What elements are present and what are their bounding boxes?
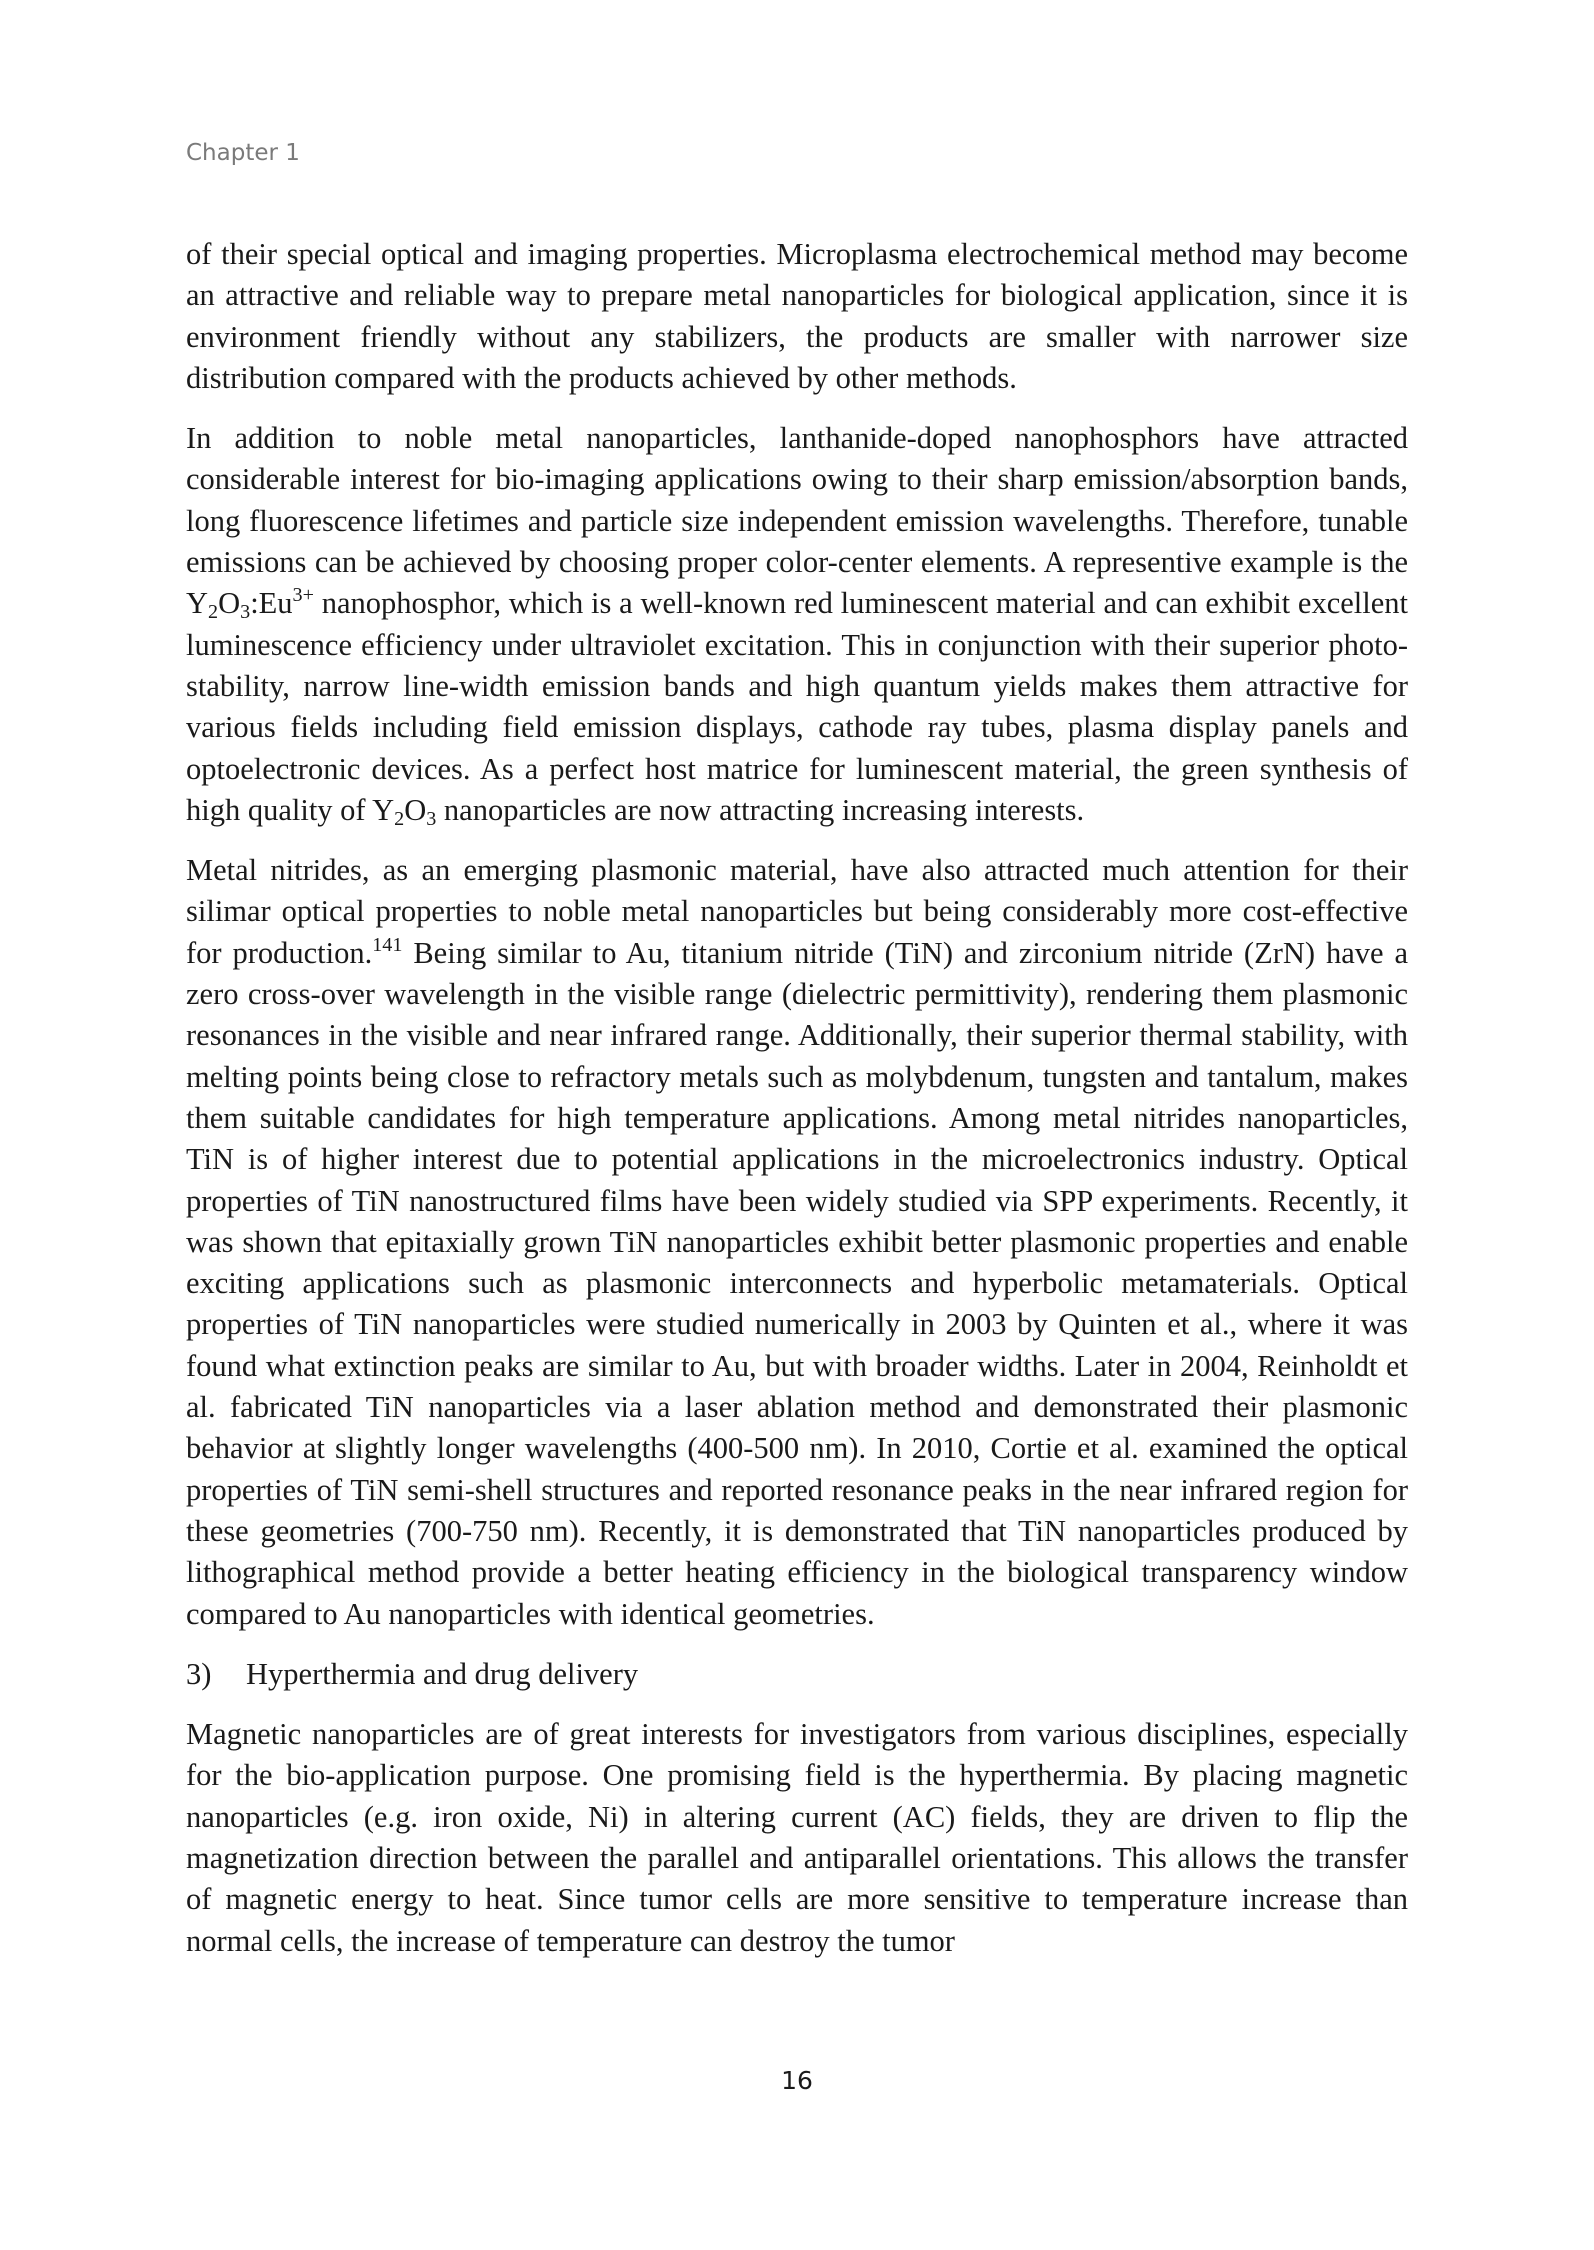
paragraph-magnetic-nanoparticles: Magnetic nanoparticles are of great interests for investigators from various disciplines, especially for the bio-application purpose. One promising field is the hyperthermia. By placing magnetic nanoparticles (e.g. iron oxide, Ni) in altering current (AC) fields, they are driven to flip the magnetization direction between the parallel and antiparallel orientations. This allows the transfer of magnetic energy to heat. Since tumor cells are more sensitive to temperature increase than normal cells, the increase of temperature can destroy the tumor <box>186 1717 1408 1958</box>
page-body <box>186 234 1408 1981</box>
section-number: 3) <box>186 1656 212 1691</box>
section-title: Hyperthermia and drug delivery <box>246 1656 639 1691</box>
paragraph-metal-nitrides <box>186 850 1408 1635</box>
paragraph-text: nanoparticles are now attracting increasing interests. <box>443 792 1085 827</box>
formula-y2o3-eu: $Y_2O_3:Eu^{3+}$ <box>186 584 314 624</box>
paragraph-microplasma: of their special optical and imaging properties. Microplasma electrochemical method may become an attractive and reliable way to prepare metal nanoparticles for biological application, since it is environment friendly without any stabilizers, the products are smaller with narrower size distribution compared with the products achieved by other methods. <box>186 237 1408 395</box>
running-header: Chapter 1 <box>186 140 300 166</box>
paragraph-text: In addition to noble metal nanoparticles, lanthanide-doped nanophosphors have attracted considerable interest for bio-imaging applications owing to their sharp emission/absorption bands, long fluorescence lifetimes and particle size independent emission wavelengths. Therefore, tunable emissions can be achieved by choosing proper color-center elements. A representive example is the <box>186 421 1408 580</box>
section-heading <box>186 1654 1408 1695</box>
page-number: 16 <box>781 2066 813 2095</box>
formula-y2o3: $Y_2O_3$ <box>372 792 437 830</box>
paragraph-text: nanophosphor, which is a well-known red luminescent material and can exhibit excellent luminescence efficiency under ultraviolet excitation. This in conjunction with their superior photo-stability, narrow line-width emission bands and high quantum yields makes them attractive for various fields including field emission displays, cathode ray tubes, plasma display panels and optoelectronic devices. As a perfect host matrice for luminescent material, the green synthesis of high quality of <box>186 586 1408 827</box>
paragraph-nanophosphors <box>186 418 1408 831</box>
paragraph-text: Being similar to Au, titanium nitride (TiN) and zirconium nitride (ZrN) have a zero cross-over wavelength in the visible range (dielectric permittivity), rendering them plasmonic resonances in the visible and near infrared range. Additionally, their superior thermal stability, with melting points being close to refractory metals such as molybdenum, tungsten and tantalum, makes them suitable candidates for high temperature applications. Among metal nitrides nanoparticles, TiN is of higher interest due to potential applications in the microelectronics industry. Optical properties of TiN nanostructured films have been widely studied via SPP experiments. Recently, it was shown that epitaxially grown TiN nanoparticles exhibit better plasmonic properties and enable exciting applications such as plasmonic interconnects and hyperbolic metamaterials. Optical properties of TiN nanoparticles were studied numerically in 2003 by Quinten et al., where it was found what extinction peaks are similar to Au, but with broader widths. Later in 2004, Reinholdt et al. fabricated TiN nanoparticles via a laser ablation method and demonstrated their plasmonic behavior at slightly longer wavelengths (400-500 nm). In 2010, Cortie et al. examined the optical properties of TiN semi-shell structures and reported resonance peaks in the near infrared region for these geometries (700-750 nm). Recently, it is demonstrated that TiN nanoparticles produced by lithographical method provide a better heating efficiency in the biological transparency window compared to Au nanoparticles with identical geometries. <box>186 935 1408 1631</box>
citation-reference: 141 <box>372 933 403 956</box>
paragraph-text: Metal nitrides, as an emerging plasmonic material, have also attracted much attention for their silimar optical properties to noble metal nanoparticles but being considerably more cost-effective for production. <box>186 853 1408 970</box>
